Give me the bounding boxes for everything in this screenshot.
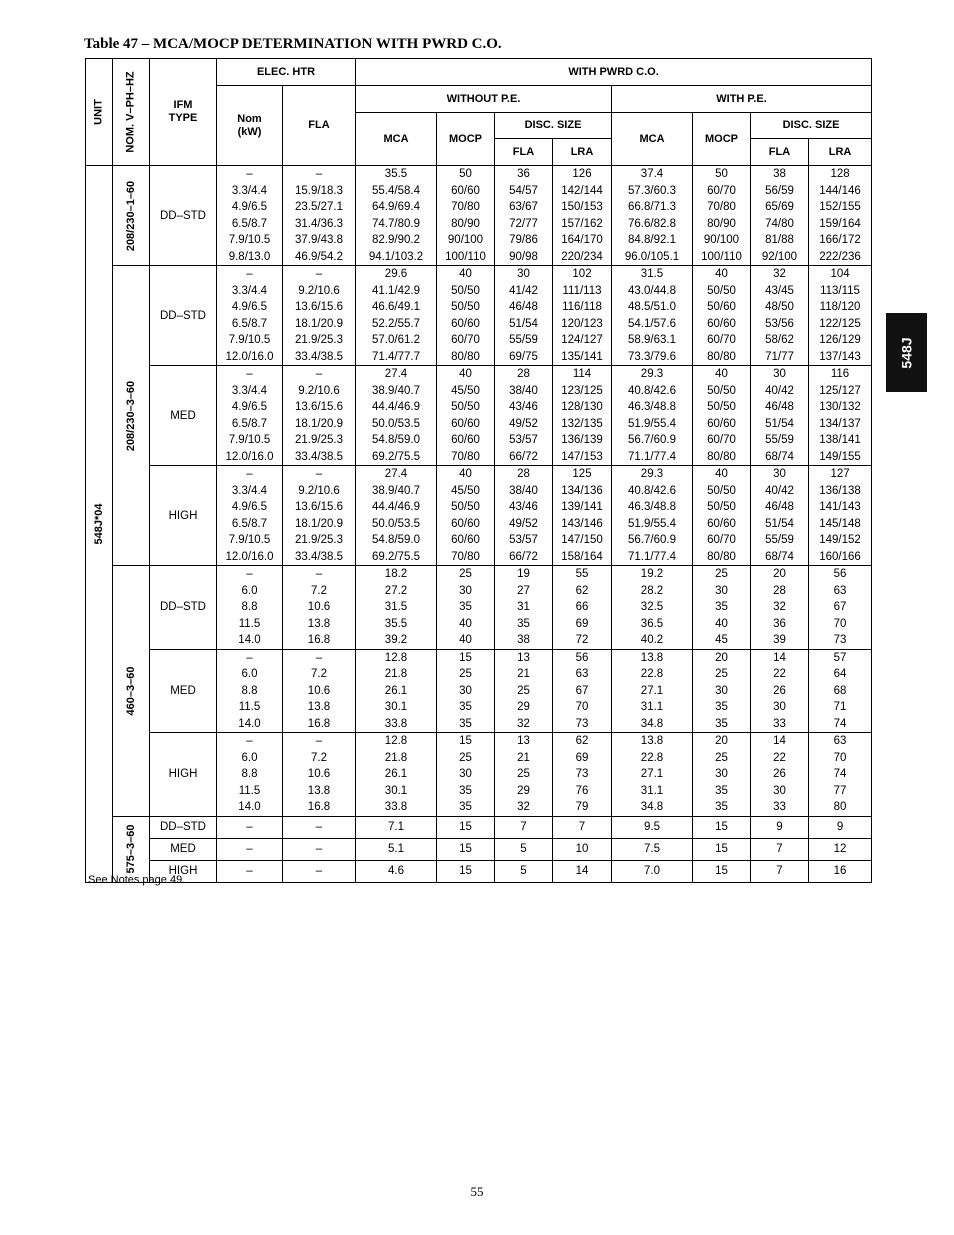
mca-cell: 5.1: [356, 838, 437, 860]
header-without-pe: WITHOUT P.E.: [356, 86, 612, 113]
mca-cell: 12.8 21.8 26.1 30.1 33.8: [356, 649, 437, 733]
header-unit: UNIT: [86, 59, 113, 166]
table-row: [86, 566, 872, 650]
nom-kw-cell: – 6.0 8.8 11.5 14.0: [217, 649, 283, 733]
mocp-cell: 40 50/50 50/60 60/60 60/70 80/80: [693, 266, 751, 366]
disc-fla-cell: 5: [495, 838, 553, 860]
header-nominal-voltage: NOM. V–PH–HZ: [113, 59, 150, 166]
header-disc-size: DISC. SIZE: [495, 113, 612, 139]
mocp-cell: 25 30 35 40 45: [693, 566, 751, 650]
disc-fla-cell: 30 41/42 46/48 51/54 55/59 69/75: [495, 266, 553, 366]
disc-fla-cell: 7: [751, 860, 809, 882]
htr-fla-cell: – 15.9/18.3 23.5/27.1 31.4/36.3 37.9/43.8 46.9/54.2: [283, 166, 356, 266]
mca-cell: 13.8 22.8 27.1 31.1 34.8: [612, 649, 693, 733]
disc-lra-cell: 125 134/136 139/141 143/146 147/150 158/164: [553, 466, 612, 566]
header-nom-kw: Nom (kW): [217, 86, 283, 166]
unit-cell: 548J*04: [86, 166, 113, 883]
header-elec-htr: ELEC. HTR: [217, 59, 356, 86]
htr-fla-cell: –: [283, 838, 356, 860]
ifm-type-cell: HIGH: [150, 860, 217, 882]
disc-lra-cell: 9: [809, 816, 872, 838]
ifm-type-cell: DD–STD: [150, 266, 217, 366]
disc-fla-cell: 13 21 25 29 32: [495, 649, 553, 733]
table-row: [86, 733, 872, 817]
mocp-cell: 20 25 30 35 35: [693, 649, 751, 733]
ifm-type-cell: HIGH: [150, 466, 217, 566]
ifm-type-cell: DD–STD: [150, 166, 217, 266]
htr-fla-cell: –: [283, 816, 356, 838]
voltage-cell: 208/230–3–60: [113, 266, 150, 566]
mca-cell: 29.3 40.8/42.6 46.3/48.8 51.9/55.4 56.7/60.9 71.1/77.4: [612, 366, 693, 466]
mocp-cell: 40 45/50 50/50 60/60 60/60 70/80: [437, 466, 495, 566]
mca-cell: 9.5: [612, 816, 693, 838]
disc-lra-cell: 102 111/113 116/118 120/123 124/127 135/141: [553, 266, 612, 366]
disc-fla-cell: 32 43/45 48/50 53/56 58/62 71/77: [751, 266, 809, 366]
section-tab-label: 548J: [898, 336, 915, 369]
disc-fla-cell: 28 38/40 43/46 49/52 53/57 66/72: [495, 366, 553, 466]
htr-fla-cell: – 9.2/10.6 13.6/15.6 18.1/20.9 21.9/25.3 33.4/38.5: [283, 466, 356, 566]
disc-fla-cell: 36 54/57 63/67 72/77 79/86 90/98: [495, 166, 553, 266]
table-row: [86, 649, 872, 733]
mca-cell: 7.5: [612, 838, 693, 860]
nom-kw-cell: – 3.3/4.4 4.9/6.5 6.5/8.7 7.9/10.5 12.0/16.0: [217, 366, 283, 466]
table-row: [86, 816, 872, 838]
disc-lra-cell: 16: [809, 860, 872, 882]
disc-lra-cell: 126 142/144 150/153 157/162 164/170 220/234: [553, 166, 612, 266]
header-mca: MCA: [356, 113, 437, 166]
disc-fla-cell: 38 56/59 65/69 74/80 81/88 92/100: [751, 166, 809, 266]
header-disc-size: DISC. SIZE: [751, 113, 872, 139]
disc-fla-cell: 14 22 26 30 33: [751, 649, 809, 733]
mocp-cell: 15: [693, 816, 751, 838]
mocp-cell: 40 50/50 50/50 60/60 60/70 80/80: [693, 366, 751, 466]
mocp-cell: 20 25 30 35 35: [693, 733, 751, 817]
disc-fla-cell: 30 40/42 46/48 51/54 55/59 68/74: [751, 466, 809, 566]
disc-fla-cell: 13 21 25 29 32: [495, 733, 553, 817]
mocp-cell: 25 30 35 40 40: [437, 566, 495, 650]
mca-cell: 7.0: [612, 860, 693, 882]
ifm-type-cell: MED: [150, 649, 217, 733]
mocp-cell: 15: [437, 860, 495, 882]
header-mca: MCA: [612, 113, 693, 166]
header-ifm-type: IFM TYPE: [150, 59, 217, 166]
disc-lra-cell: 10: [553, 838, 612, 860]
mocp-cell: 50 60/70 70/80 80/90 90/100 100/110: [693, 166, 751, 266]
nom-kw-cell: – 6.0 8.8 11.5 14.0: [217, 733, 283, 817]
disc-lra-cell: 127 136/138 141/143 145/148 149/152 160/166: [809, 466, 872, 566]
disc-lra-cell: 56 63 67 70 73: [809, 566, 872, 650]
disc-lra-cell: 128 144/146 152/155 159/164 166/172 222/236: [809, 166, 872, 266]
nom-kw-cell: –: [217, 860, 283, 882]
disc-lra-cell: 63 70 74 77 80: [809, 733, 872, 817]
header-disc-fla: FLA: [751, 139, 809, 166]
mca-cell: 27.4 38.9/40.7 44.4/46.9 50.0/53.5 54.8/59.0 69.2/75.5: [356, 366, 437, 466]
disc-lra-cell: 12: [809, 838, 872, 860]
mocp-cell: 15: [437, 838, 495, 860]
mca-mocp-table: [85, 58, 872, 883]
section-tab: [886, 313, 927, 392]
htr-fla-cell: – 7.2 10.6 13.8 16.8: [283, 649, 356, 733]
table-row: [86, 366, 872, 466]
mca-cell: 13.8 22.8 27.1 31.1 34.8: [612, 733, 693, 817]
voltage-cell: 208/230–1–60: [113, 166, 150, 266]
table-row: [86, 838, 872, 860]
mocp-cell: 15 25 30 35 35: [437, 733, 495, 817]
mocp-cell: 15: [437, 816, 495, 838]
nom-kw-cell: – 3.3/4.4 4.9/6.5 6.5/8.7 7.9/10.5 9.8/13.0: [217, 166, 283, 266]
mocp-cell: 50 60/60 70/80 80/90 90/100 100/110: [437, 166, 495, 266]
table-row: [86, 266, 872, 366]
voltage-cell: 575–3–60: [113, 816, 150, 882]
disc-fla-cell: 9: [751, 816, 809, 838]
disc-lra-cell: 116 125/127 130/132 134/137 138/141 149/155: [809, 366, 872, 466]
mca-cell: 31.5 43.0/44.8 48.5/51.0 54.1/57.6 58.9/63.1 73.3/79.6: [612, 266, 693, 366]
nom-kw-cell: – 6.0 8.8 11.5 14.0: [217, 566, 283, 650]
table-title: Table 47 – MCA/MOCP DETERMINATION WITH PWRD C.O.: [84, 36, 502, 52]
mocp-cell: 15: [693, 860, 751, 882]
ifm-type-cell: MED: [150, 366, 217, 466]
ifm-type-cell: HIGH: [150, 733, 217, 817]
htr-fla-cell: –: [283, 860, 356, 882]
disc-fla-cell: 5: [495, 860, 553, 882]
htr-fla-cell: – 9.2/10.6 13.6/15.6 18.1/20.9 21.9/25.3 33.4/38.5: [283, 366, 356, 466]
htr-fla-cell: – 7.2 10.6 13.8 16.8: [283, 733, 356, 817]
nom-kw-cell: –: [217, 838, 283, 860]
disc-fla-cell: 20 28 32 36 39: [751, 566, 809, 650]
nom-kw-cell: –: [217, 816, 283, 838]
disc-fla-cell: 14 22 26 30 33: [751, 733, 809, 817]
mca-cell: 7.1: [356, 816, 437, 838]
header-mocp: MOCP: [693, 113, 751, 166]
mocp-cell: 40 50/50 50/50 60/60 60/70 80/80: [437, 266, 495, 366]
table-row: [86, 166, 872, 266]
mocp-cell: 40 45/50 50/50 60/60 60/60 70/80: [437, 366, 495, 466]
mocp-cell: 15 25 30 35 35: [437, 649, 495, 733]
htr-fla-cell: – 9.2/10.6 13.6/15.6 18.1/20.9 21.9/25.3 33.4/38.5: [283, 266, 356, 366]
disc-fla-cell: 7: [751, 838, 809, 860]
disc-fla-cell: 19 27 31 35 38: [495, 566, 553, 650]
ifm-type-cell: DD–STD: [150, 566, 217, 650]
disc-lra-cell: 14: [553, 860, 612, 882]
header-htr-fla: FLA: [283, 86, 356, 166]
mca-cell: 35.5 55.4/58.4 64.9/69.4 74.7/80.9 82.9/90.2 94.1/103.2: [356, 166, 437, 266]
disc-fla-cell: 7: [495, 816, 553, 838]
mca-cell: 19.2 28.2 32.5 36.5 40.2: [612, 566, 693, 650]
table-row: [86, 466, 872, 566]
disc-lra-cell: 55 62 66 69 72: [553, 566, 612, 650]
mocp-cell: 40 50/50 50/50 60/60 60/70 80/80: [693, 466, 751, 566]
voltage-cell: 460–3–60: [113, 566, 150, 817]
ifm-type-cell: DD–STD: [150, 816, 217, 838]
mca-cell: 29.6 41.1/42.9 46.6/49.1 52.2/55.7 57.0/61.2 71.4/77.7: [356, 266, 437, 366]
disc-lra-cell: 57 64 68 71 74: [809, 649, 872, 733]
htr-fla-cell: – 7.2 10.6 13.8 16.8: [283, 566, 356, 650]
mca-cell: 4.6: [356, 860, 437, 882]
nom-kw-cell: – 3.3/4.4 4.9/6.5 6.5/8.7 7.9/10.5 12.0/16.0: [217, 466, 283, 566]
header-disc-fla: FLA: [495, 139, 553, 166]
ifm-type-cell: MED: [150, 838, 217, 860]
mca-cell: 29.3 40.8/42.6 46.3/48.8 51.9/55.4 56.7/60.9 71.1/77.4: [612, 466, 693, 566]
mocp-cell: 15: [693, 838, 751, 860]
mca-cell: 12.8 21.8 26.1 30.1 33.8: [356, 733, 437, 817]
header-mocp: MOCP: [437, 113, 495, 166]
disc-lra-cell: 56 63 67 70 73: [553, 649, 612, 733]
disc-lra-cell: 62 69 73 76 79: [553, 733, 612, 817]
mca-cell: 18.2 27.2 31.5 35.5 39.2: [356, 566, 437, 650]
header-with-pwrd-co: WITH PWRD C.O.: [356, 59, 872, 86]
footnote: See Notes page 49.: [88, 874, 186, 886]
disc-lra-cell: 104 113/115 118/120 122/125 126/129 137/143: [809, 266, 872, 366]
page-number: 55: [470, 1184, 484, 1199]
mca-cell: 37.4 57.3/60.3 66.8/71.3 76.6/82.8 84.8/92.1 96.0/105.1: [612, 166, 693, 266]
header-disc-lra: LRA: [809, 139, 872, 166]
disc-lra-cell: 114 123/125 128/130 132/135 136/139 147/153: [553, 366, 612, 466]
disc-fla-cell: 30 40/42 46/48 51/54 55/59 68/74: [751, 366, 809, 466]
disc-lra-cell: 7: [553, 816, 612, 838]
mca-cell: 27.4 38.9/40.7 44.4/46.9 50.0/53.5 54.8/59.0 69.2/75.5: [356, 466, 437, 566]
header-disc-lra: LRA: [553, 139, 612, 166]
nom-kw-cell: – 3.3/4.4 4.9/6.5 6.5/8.7 7.9/10.5 12.0/16.0: [217, 266, 283, 366]
header-with-pe: WITH P.E.: [612, 86, 872, 113]
disc-fla-cell: 28 38/40 43/46 49/52 53/57 66/72: [495, 466, 553, 566]
table-row: [86, 860, 872, 882]
